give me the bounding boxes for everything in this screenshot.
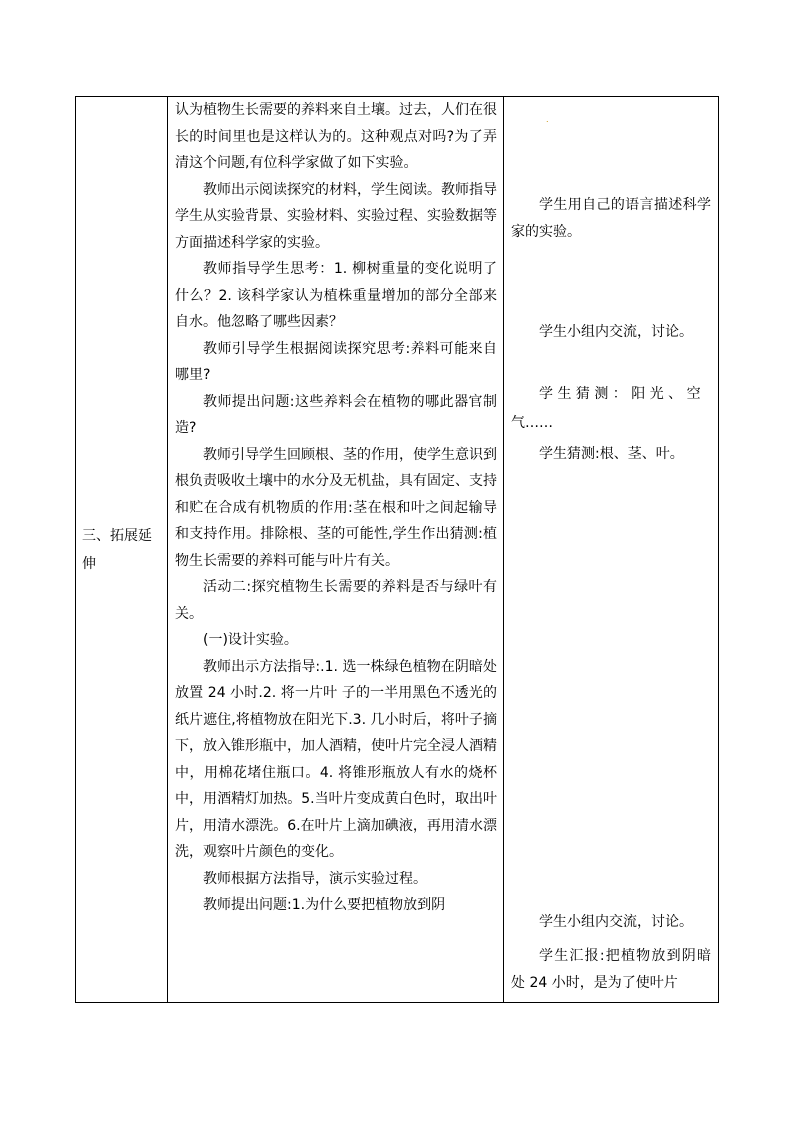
paragraph: 活动二:探究植物生长需要的养料是否与绿叶有关。 bbox=[175, 579, 497, 622]
dot-mark: . bbox=[546, 115, 549, 124]
paragraph: 学生小组内交流，讨论。 bbox=[539, 324, 693, 340]
paragraph: 教师根据方法指导，演示实验过程。 bbox=[203, 870, 427, 887]
paragraph: 气…… bbox=[511, 415, 553, 431]
paragraph: 教师提出问题:1.为什么要把植物放到阴 bbox=[203, 897, 446, 913]
paragraph: 学生汇报:把植物放到阴暗处 24 小时，是为了使叶片 bbox=[511, 948, 711, 991]
paragraph: 教师出示方法指导:.1. 选一株绿色植物在阴暗处放置 24 小时.2. 将一片叶 子的一半用黑色不透光的纸片遮住,将植物放在阳光下.3. 几小时后，将叶子摘下，放入锥形瓶中，加人酒精，使叶片完全浸人酒精中，用棉花堵住瓶口。4. 将锥形瓶放人有水的烧杯中，用酒精灯加热。5.当叶片变成黄白色时，取出叶片，用清水漂洗。6.在叶片上滴加碘液，再用清水漂洗，观察叶片颜色的变化。 bbox=[175, 658, 497, 860]
student-activity-cell bbox=[504, 97, 719, 1003]
paragraph: 学 生 猜 测 ： 阳 光 、 空 bbox=[539, 386, 701, 402]
paragraph: 认为植物生长需要的养料来自土壤。过去，人们在很长的时间里也是这样认为的。这种观点对吗?为了弄清这个问题,有位科学家做了如下实验。 bbox=[175, 102, 497, 171]
paragraph: (一)设计实验。 bbox=[203, 632, 298, 648]
paragraph: 教师引导学生根据阅读探究思考:养料可能来自哪里? bbox=[175, 340, 497, 383]
paragraph: 教师引导学生回顾根、茎的作用，使学生意识到根负责吸收土壤中的水分及无机盐，具有固定、支持和贮在合成有机物质的作用:茎在根和叶之间起输导和支持作用。排除根、茎的可能性,学生作出猜测:植物生长需要的养料可能与叶片有关。 bbox=[175, 446, 497, 569]
paragraph: 教师提出问题:这些养料会在植物的哪此器官制造? bbox=[175, 393, 497, 436]
section-label: 三、拓展延伸 bbox=[82, 527, 152, 572]
section-cell bbox=[76, 97, 168, 1003]
paragraph: 教师出示阅读探究的材料，学生阅读。教师指导学生从实验背景、实验材料、实验过程、实验数据等方面描述科学家的实验。 bbox=[175, 181, 497, 251]
teacher-activity-cell bbox=[168, 97, 504, 1003]
paragraph: 学生小组内交流，讨论。 bbox=[539, 914, 693, 930]
paragraph: 学生用自己的语言描述科学家的实验。 bbox=[511, 197, 711, 240]
paragraph: 教师指导学生思考：1. 柳树重量的变化说明了什么？2. 该科学家认为植株重量增加的部分全部来自水。他忽略了哪些因素？ bbox=[175, 261, 497, 330]
table-row bbox=[76, 97, 719, 1003]
lesson-table bbox=[75, 96, 719, 1003]
paragraph: 学生猜测:根、茎、叶。 bbox=[539, 446, 684, 462]
